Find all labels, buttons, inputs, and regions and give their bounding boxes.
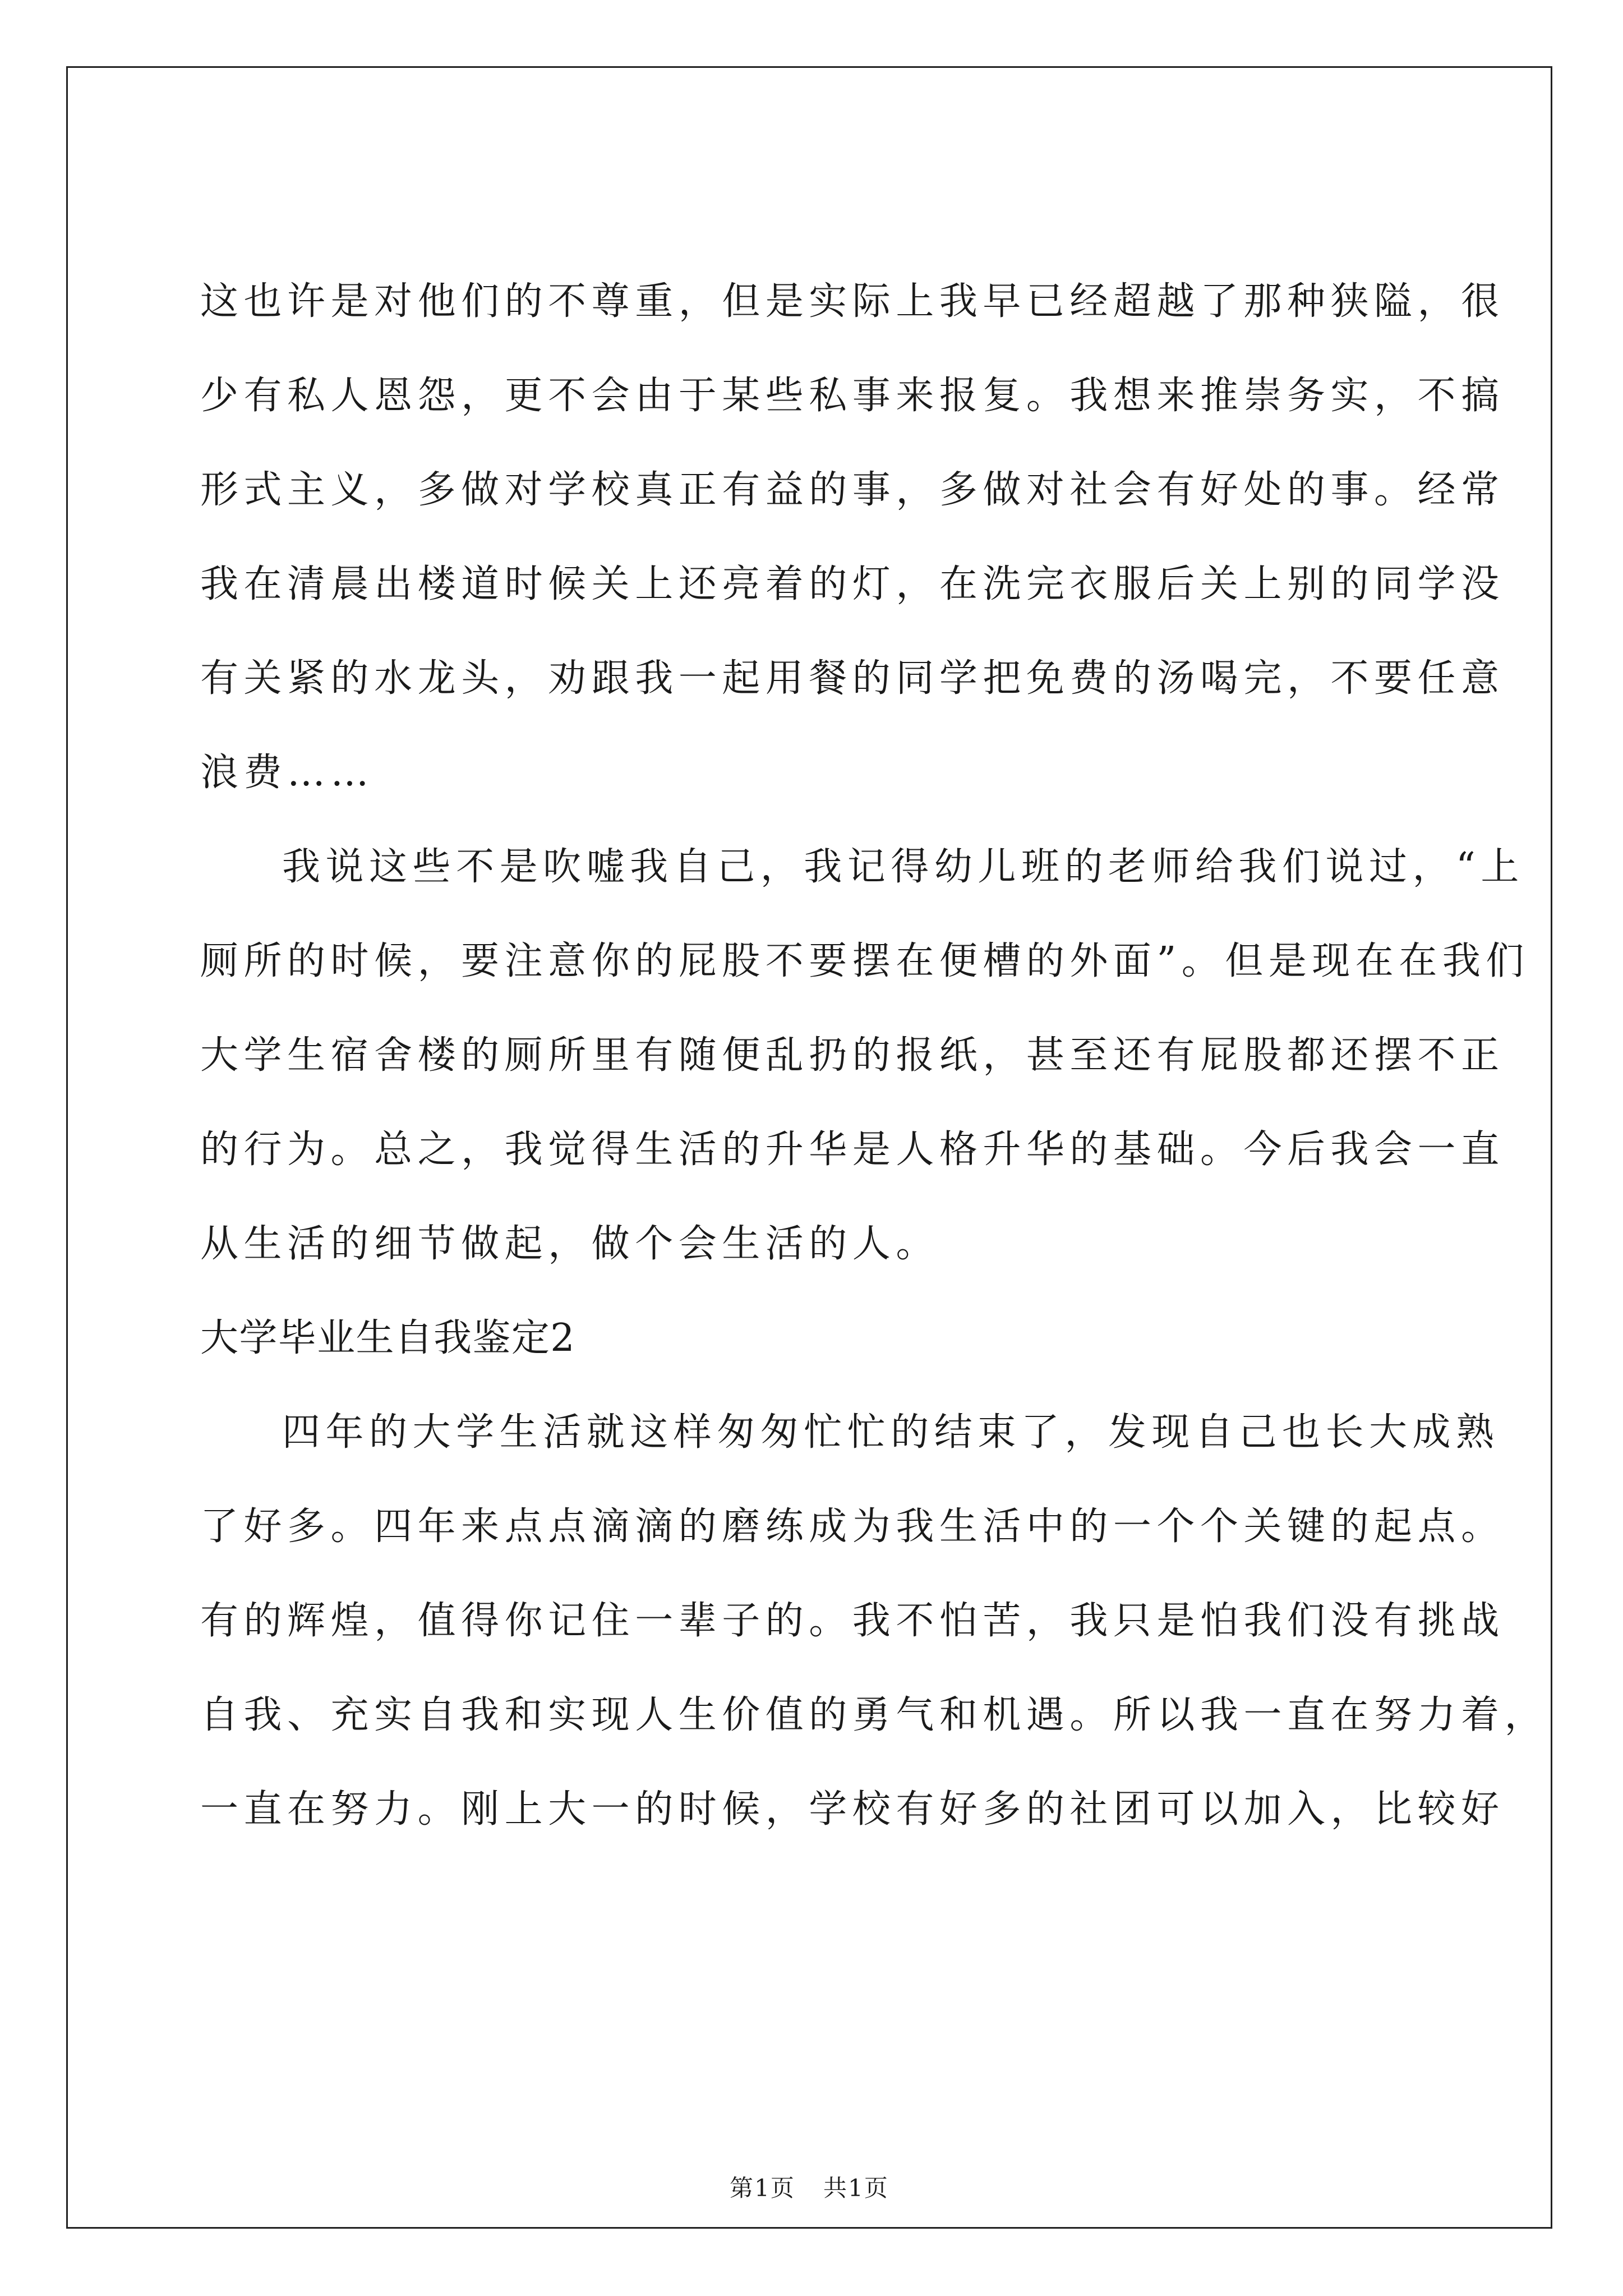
- document-body: [68, 68, 1551, 2227]
- paragraph-start-line: 我说这些不是吹嘘我自己，我记得幼儿班的老师给我们说过，“上: [282, 845, 1524, 889]
- paragraph-start-line: 四年的大学生活就这样匆匆忙忙的结束了，发现自己也长大成熟: [282, 1410, 1500, 1455]
- page-footer: [68, 2171, 1551, 2205]
- page-frame: [66, 66, 1552, 2229]
- page-number: 第1页: [729, 2174, 795, 2202]
- page-total: 共1页: [823, 2174, 889, 2202]
- text-line: 有的辉煌，值得你记住一辈子的。我不怕苦，我只是怕我们没有挑战: [200, 1599, 1505, 1643]
- text-line: 有关紧的水龙头，劝跟我一起用餐的同学把免费的汤喝完，不要任意: [200, 656, 1505, 701]
- text-line: 这也许是对他们的不尊重，但是实际上我早已经超越了那种狭隘，很: [200, 279, 1505, 324]
- text-line: 的行为。总之，我觉得生活的升华是人格升华的基础。今后我会一直: [200, 1128, 1505, 1172]
- text-line: 了好多。四年来点点滴滴的磨练成为我生活中的一个个关键的起点。: [200, 1504, 1505, 1549]
- text-line: 自我、充实自我和实现人生价值的勇气和机遇。所以我一直在努力着，: [200, 1693, 1548, 1737]
- text-line: 大学生宿舍楼的厕所里有随便乱扔的报纸，甚至还有屁股都还摆不正: [200, 1033, 1505, 1078]
- text-line: 少有私人恩怨，更不会由于某些私事来报复。我想来推崇务实，不搞: [200, 374, 1505, 418]
- text-line: 形式主义，多做对学校真正有益的事，多做对社会有好处的事。经常: [200, 468, 1505, 512]
- section-heading: 大学毕业生自我鉴定2: [200, 1316, 575, 1360]
- text-line: 厕所的时候，要注意你的屁股不要摆在便槽的外面”。但是现在在我们: [200, 939, 1529, 983]
- text-line: 浪费……: [200, 751, 375, 795]
- text-line: 我在清晨出楼道时候关上还亮着的灯，在洗完衣服后关上别的同学没: [200, 562, 1505, 606]
- text-line: 一直在努力。刚上大一的时候，学校有好多的社团可以加入，比较好: [200, 1787, 1505, 1832]
- text-line: 从生活的细节做起，做个会生活的人。: [200, 1222, 939, 1266]
